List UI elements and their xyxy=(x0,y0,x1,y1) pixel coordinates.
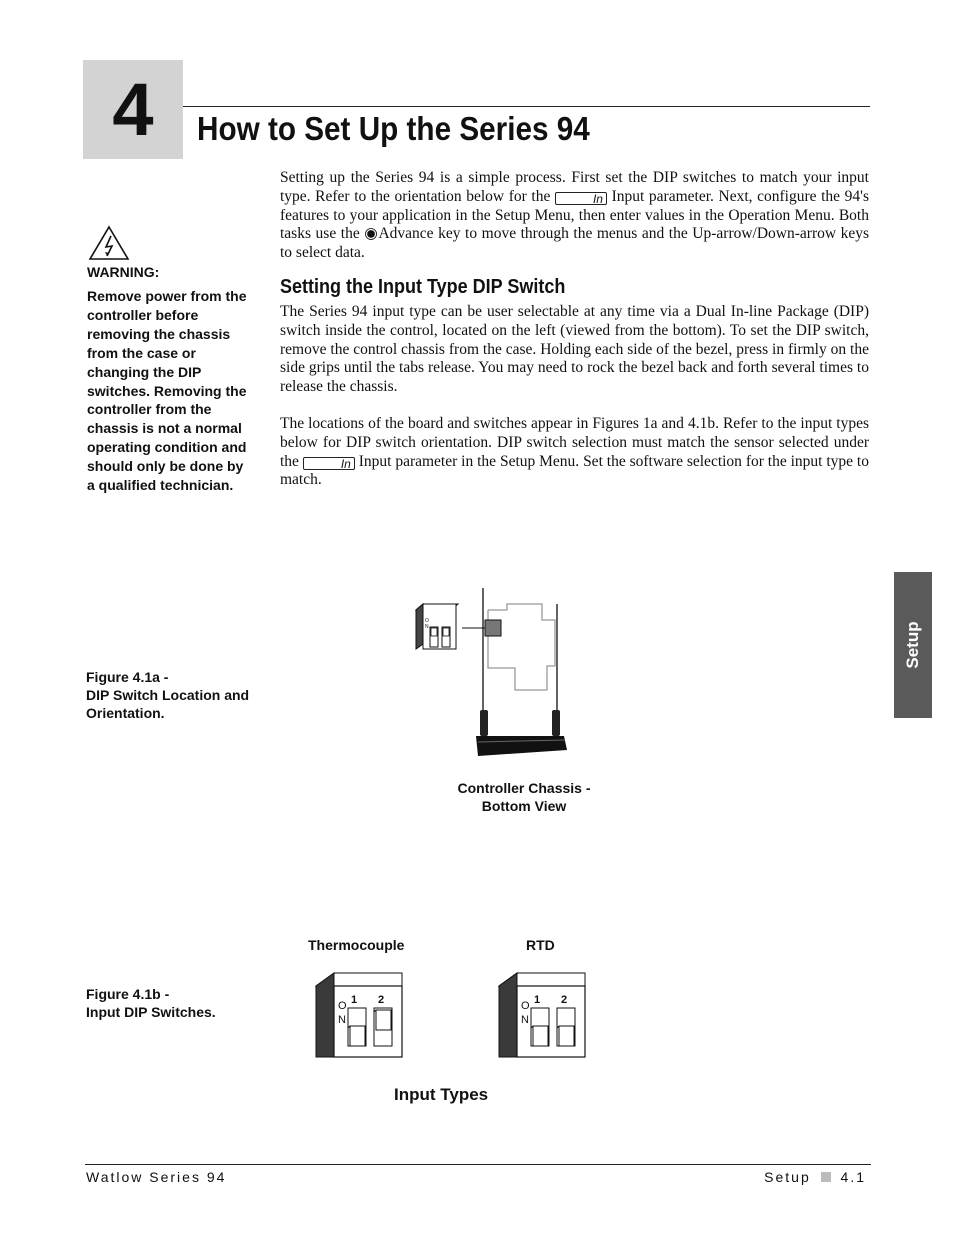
footer-square-icon xyxy=(821,1172,831,1182)
thermocouple-dip-switch xyxy=(315,972,405,1060)
chassis-diagram xyxy=(410,582,575,762)
svg-text:N: N xyxy=(425,624,429,630)
footer-left: Watlow Series 94 xyxy=(86,1169,227,1185)
input-key-icon: In xyxy=(555,192,607,205)
intro-text-2: Input parameter. Next, configure the 94's features to your application in the Setup Menu, then enter values in the Operation Menu. Both tasks use the xyxy=(280,187,870,243)
section-heading: Setting the Input Type DIP Switch xyxy=(280,276,566,298)
warning-label: WARNING: xyxy=(87,264,160,280)
intro-text-3: Advance key to move through the menus and the Up-arrow/Down-arrow keys to select data. xyxy=(280,225,870,262)
on-letter-n: N xyxy=(338,1014,346,1026)
section-text-2b: Input parameter in the Setup Menu. Set the software selection for the input type to match. xyxy=(280,452,869,489)
thermocouple-label: Thermocouple xyxy=(308,937,405,953)
section-text-2a: The locations of the board and switches appear in Figures 1a and 4.1b. Refer to the input types below for DIP switch orientation. DIP switch selection must match the sensor selected under the xyxy=(280,415,869,470)
warning-icon xyxy=(88,225,130,261)
svg-text:O: O xyxy=(425,618,429,624)
input-types-label: Input Types xyxy=(394,1085,489,1104)
switch-number-1: 1 xyxy=(534,994,541,1006)
rtd-label: RTD xyxy=(526,937,555,953)
on-letter-n: N xyxy=(521,1014,529,1026)
figure-a-caption: Figure 4.1a - DIP Switch Location and Orientation. xyxy=(86,669,250,721)
footer-right: Setup 4.1 xyxy=(764,1169,866,1185)
intro-text-1: Setting up the Series 94 is a simple process. First set the DIP switches to match your input type. Refer to the orientation below for the xyxy=(280,169,869,205)
figure-b-caption: Figure 4.1b - Input DIP Switches. xyxy=(86,986,216,1020)
page-title: How to Set Up the Series 94 xyxy=(197,110,590,147)
switch-number-2: 2 xyxy=(378,994,385,1006)
warning-text: Remove power from the controller before removing the chassis from the case or changing the DIP switches. Removing the controller from the chassis is not a normal operating condition and should only be done by a qualified technician. xyxy=(87,288,247,494)
footer-rule xyxy=(85,1164,871,1165)
section-tab-label: Setup xyxy=(903,621,922,669)
on-letter-o: O xyxy=(338,1000,347,1012)
chassis-label: Controller Chassis - Bottom View xyxy=(457,780,591,814)
intro-paragraph xyxy=(280,169,869,263)
switch-number-1: 1 xyxy=(351,994,358,1006)
advance-key-icon: ◉ xyxy=(364,225,379,243)
chapter-number: 4 xyxy=(112,68,154,151)
input-key-icon: In xyxy=(303,457,355,470)
section-paragraph-1: The Series 94 input type can be user selectable at any time via a Dual In-line Package (DIP) switch inside the control, located on the left (viewed from the bottom). To set the DIP switch, remove the control chassis from the case. Holding each side of the bezel, press in firmly on the side grips until the tabs release. You may need to rock the bezel back and forth several times to release the chassis. xyxy=(280,303,869,396)
switch-number-2: 2 xyxy=(561,994,568,1006)
rtd-dip-switch xyxy=(498,972,588,1060)
section-paragraph-2 xyxy=(280,415,869,490)
on-letter-o: O xyxy=(521,1000,530,1012)
